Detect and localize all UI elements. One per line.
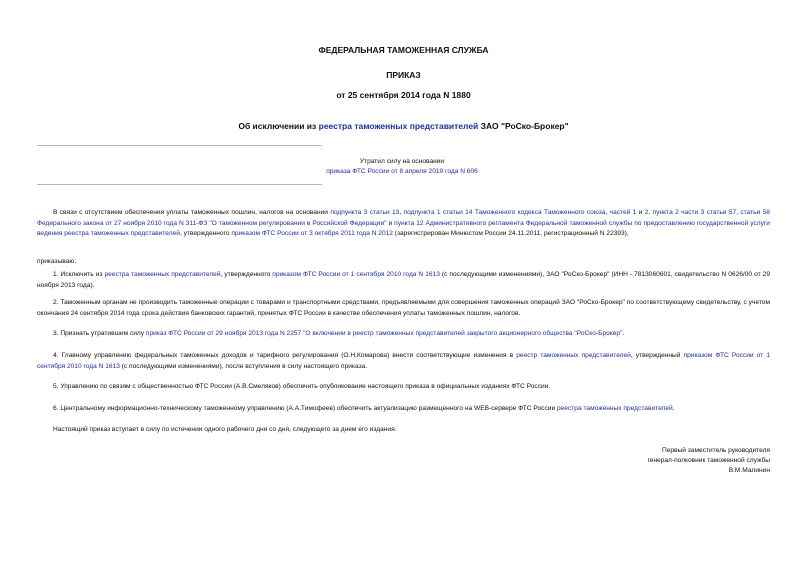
preamble-text: , <box>736 209 741 216</box>
item-4 <box>37 351 770 372</box>
preamble-text: и <box>636 209 645 216</box>
preamble-paragraph <box>37 208 770 240</box>
lost-force-note <box>322 157 482 177</box>
preamble-link[interactable]: подпункта 1 статьи 14 Таможенного кодекса Таможенного союза <box>403 209 606 216</box>
preamble-text: , утвержденного <box>179 230 232 237</box>
item-text: 5. Управлению по связям с общественностью ФТС России (А.В.Смеляков) обеспечить опубликование настоящего приказа в официальных изданиях ФТС России. <box>53 383 551 390</box>
preamble-link[interactable]: 2 <box>644 209 649 216</box>
item-link[interactable]: приказом ФТС России от 1 сентября 2010 года N 1613 <box>272 271 440 278</box>
preamble-text: В связи с отсутствием обеспечения уплаты таможенных пошлин, налогов на основании <box>53 209 331 216</box>
lost-force-link[interactable]: приказа ФТС России от 8 апреля 2019 года N 606 <box>326 168 478 175</box>
title-suffix: ЗАО "РоСко-Брокер" <box>478 121 569 131</box>
item-text: 2. Таможенным органам не производить таможенные операции с товарами и транспортными средствами, предъявляемыми для совершения таможенных операций ЗАО "РоСко-Брокер" по соответствующему свидетельству, с учетом окончания 24 сентября 2014 года срока действия банковских гарантий, принятых ФТС России в качестве обеспечения уплаты таможенных пошлин, налогов. <box>37 299 770 317</box>
item-link[interactable]: реестра таможенных представителей <box>556 405 673 412</box>
item-text: (с последующими изменениями), ЗАО "РоСко-Брокер" (ИНН - 7813060601, свидетельство N 0626/00 от 29 ноября 2013 года). <box>37 271 770 289</box>
item-link[interactable]: приказом ФТС России от 1 сентября 2010 года N 1613 <box>37 352 770 370</box>
item-text: . <box>672 405 675 412</box>
item-3 <box>37 329 770 340</box>
item-2 <box>37 298 770 319</box>
preamble-text: , <box>648 209 653 216</box>
item-link[interactable]: реестр таможенных представителей <box>516 352 631 359</box>
item-6 <box>37 404 770 415</box>
preamble-text: (зарегистрирован Минюстом России 24.11.2011, регистрационный N 22393), <box>392 230 629 237</box>
item-text: (с последующими изменениями), после вступления в силу настоящего приказа. <box>119 362 368 370</box>
title-prefix: Об исключении из <box>238 121 319 131</box>
item-text: 4. Главному управлению федеральных таможенных доходов и тарифного регулирования (О.Н.Комарова) внести соответствующие изменения в <box>53 352 517 359</box>
signature-name: В.М.Малинин <box>728 467 770 474</box>
item-text: 3. Признать утратившим силу <box>53 330 146 337</box>
preamble-link[interactable]: пункта 12 Административного регламента Федеральной таможенной службы по предоставлению государственной услуги ведения реестра таможенных представителей <box>37 219 770 237</box>
preamble-link[interactable]: пункта 2 части 3 статьи 57 <box>652 209 737 216</box>
preamble-text: , <box>605 209 610 216</box>
signature-rank: генерал-полковник таможенной службы <box>647 457 770 464</box>
preamble-text: и <box>386 219 395 227</box>
item-link[interactable]: приказ ФТС России от 29 ноября 2013 года N 2257 "О включении в реестр таможенных представителей закрытого акционерного общества "РоСко-Брокер" <box>145 330 623 337</box>
divider-bottom <box>37 184 322 185</box>
item-text: , утвержденного <box>220 271 273 278</box>
lost-force-text: Утратил силу на основании <box>359 158 445 165</box>
doc-date-number: от 25 сентября 2014 года N 1880 <box>336 90 471 100</box>
item-text: , утвержденный <box>630 352 684 359</box>
signature-position: Первый заместитель руководителя <box>661 447 770 454</box>
item-text: . <box>622 330 625 337</box>
preamble-link[interactable]: частей 1 <box>609 209 637 216</box>
title-registry-link[interactable]: реестра таможенных представителей <box>318 121 479 131</box>
doc-type: ПРИКАЗ <box>386 70 421 80</box>
item-1 <box>37 270 770 291</box>
preamble-link[interactable]: статьи 58 Федерального закона от 27 ноября 2010 года N 311-ФЗ "О таможенном регулировании в Российской Федерации" <box>37 209 770 227</box>
order-word: приказываю: <box>37 258 77 265</box>
doc-title <box>0 121 807 132</box>
preamble-text: , <box>399 209 404 216</box>
org-name: ФЕДЕРАЛЬНАЯ ТАМОЖЕННАЯ СЛУЖБА <box>318 45 489 55</box>
preamble-link[interactable]: приказом ФТС России от 3 октября 2011 года N 2012 <box>231 230 393 237</box>
preamble-link[interactable]: подпункта 3 статьи 13 <box>330 209 400 216</box>
final-paragraph: Настоящий приказ вступает в силу по истечении одного рабочего дня со дня, следующего за днем его издания. <box>53 426 397 433</box>
divider-top <box>37 145 322 146</box>
item-link[interactable]: реестра таможенных представителей <box>104 271 221 278</box>
item-5 <box>37 382 770 393</box>
item-text: 6. Центральному информационно-техническому таможенному управлению (А.А.Тимофеев) обеспечить актуализацию размещенного на WEB-сервере ФТС России <box>53 405 557 412</box>
item-text: 1. Исключить из <box>53 271 105 278</box>
signature-block <box>510 446 770 476</box>
